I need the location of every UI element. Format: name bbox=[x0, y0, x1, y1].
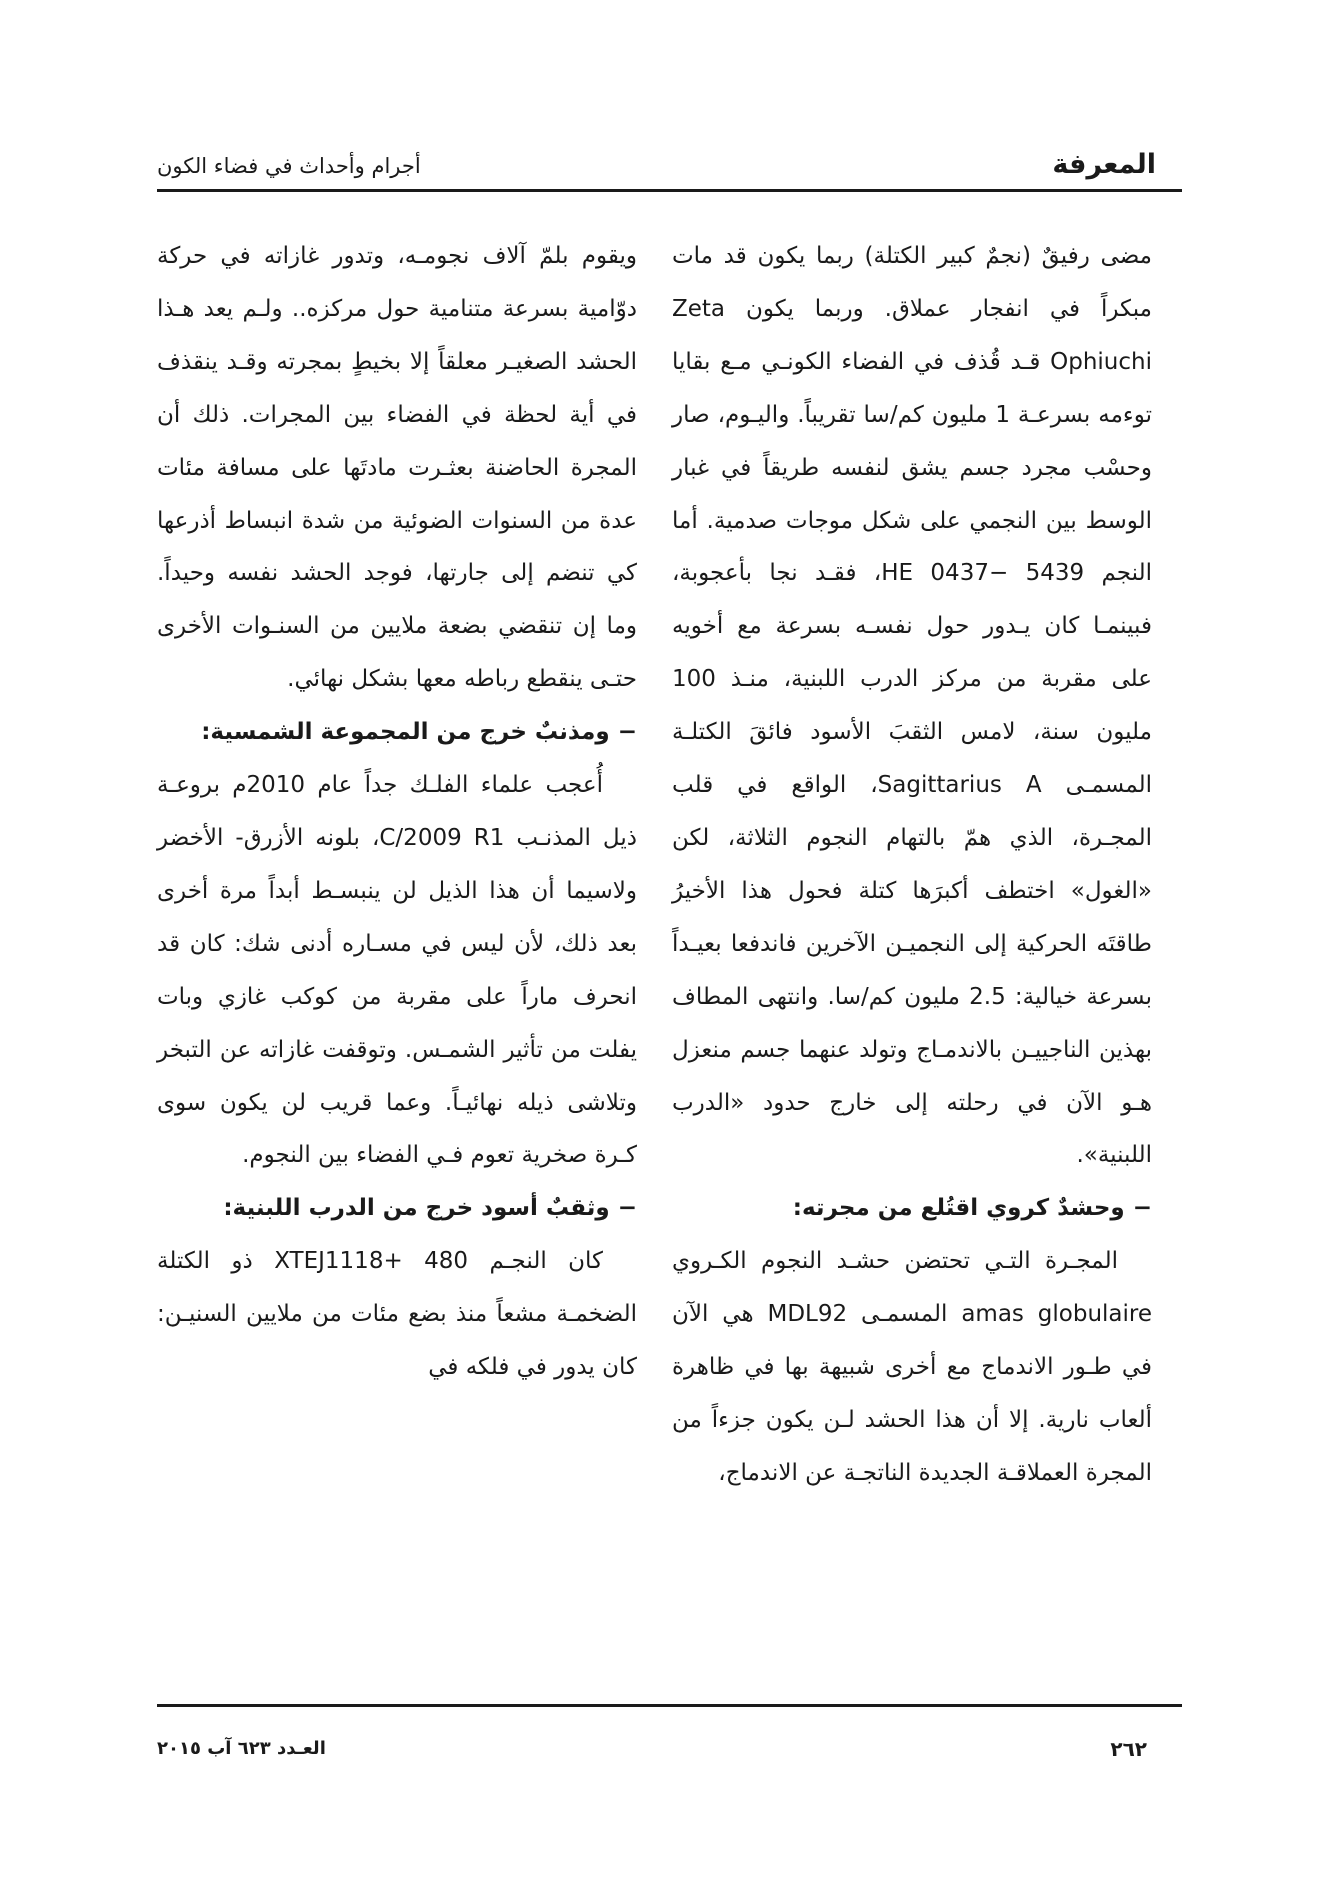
body-paragraph: كان النجـم 480 +XTEJ1118 ذو الكتلة الضخمـة مشعاً منذ بضع مئات من ملايين السنيـن: كان يدور في فلكه في bbox=[157, 1248, 637, 1381]
section-heading: − وحشدٌ كروي اقتُلع من مجرته: bbox=[792, 1195, 1152, 1222]
magazine-logo: المعرفة bbox=[1052, 149, 1156, 180]
body-paragraph: المجـرة التـي تحتضن حشـد النجوم الكـروي amas globulaire المسمـى MDL92 هي الآن في طـور الاندماج مع أخرى شبيهة بها في ظاهرة ألعاب نارية. إلا أن هذا الحشد لـن يكون جزءاً من المجرة العملاقـة الجديدة الناتجـة عن الاندماج، bbox=[672, 1248, 1153, 1486]
body-paragraph: أُعجب علماء الفلـك جداً عام 2010م بروعـة ذيل المذنـب C/2009 R1، بلونه الأزرق- الأخضر ولاسيما أن هذا الذيل لن ينبسـط أبداً مرة أخرى بعد ذلك، لأن ليس في مسـاره أدنى شك: كان قد انحرف ماراً على مقربة من كوكب غازي وبات يفلت من تأثير الشمـس. وتوقفت غازاته عن التبخر وتلاشى ذيله نهائيـاً. وعما قريب لن يكون سوى كـرة صخرية تعوم فـي الفضاء بين النجوم. bbox=[157, 772, 637, 1169]
body-paragraph: مضى رفيقٌ (نجمٌ كبير الكتلة) ربما يكون قد مات مبكراً في انفجار عملاق. وربما يكون Zeta Ophiuchi قـد قُذف في الفضاء الكونـي مـع بقايا توءمه بسرعـة 1 مليون كم/سا تقريباً. واليـوم، صار وحسْب مجرد جسم يشق لنفسه طريقاً في غبار الوسط بين النجمي على شكل موجات صدمية. أما النجم HE 0437− 5439، فقـد نجا بأعجوبة، فبينمـا كان يـدور حول نفسـه بسرعة مع أخويه على مقربة من مركز الدرب اللبنية، منـذ 100 مليون سنة، لامس الثقبَ الأسود فائقَ الكتلـة المسمـى Sagittarius A، الواقع في قلب المجـرة، الذي همّ بالتهام النجوم الثلاثة، لكن «الغول» اختطف أكبرَها كتلة فحول هذا الأخيرُ طاقتَه الحركية إلى النجميـن الآخرين فاندفعا بعيـداً بسرعة خيالية: 2.5 مليون كم/سا. وانتهى المطاف بهذين الناجييـن بالاندمـاج وتولد عنهما جسم منعزل هـو الآن في رحلته إلى خارج حدود «الدرب اللبنية». bbox=[672, 243, 1153, 1169]
section-heading: − ومذنبٌ خرج من المجموعة الشمسية: bbox=[201, 719, 637, 746]
section-heading: − وثقبٌ أسود خرج من الدرب اللبنية: bbox=[223, 1195, 637, 1222]
section-title: أجرام وأحداث في فضاء الكون bbox=[157, 154, 421, 178]
article-column-left bbox=[157, 230, 637, 1690]
body-paragraph: ويقوم بلمّ آلاف نجومـه، وتدور غازاته في حركة دوّامية بسرعة متنامية حول مركزه.. ولـم يعد هـذا الحشد الصغيـر معلقاً إلا بخيطٍ بمجرته وقـد ينقذف في أية لحظة في الفضاء بين المجرات. ذلك أن المجرة الحاضنة بعثـرت مادتَها على مسافة مئات عدة من السنوات الضوئية من شدة انبساط أذرعها كي تنضم إلى جارتها، فوجد الحشد نفسه وحيداً. وما إن تنقضي بضعة ملايين من السنـوات الأخرى حتـى ينقطع رباطه معها بشكل نهائي. bbox=[157, 243, 637, 693]
issue-info: العـدد ٦٢٣ آب ٢٠١٥ bbox=[157, 1738, 326, 1759]
header-rule bbox=[157, 189, 1182, 192]
article-column-right bbox=[672, 230, 1152, 1690]
footer-rule bbox=[157, 1704, 1182, 1707]
page-number: ٢٦٢ bbox=[1110, 1737, 1147, 1761]
